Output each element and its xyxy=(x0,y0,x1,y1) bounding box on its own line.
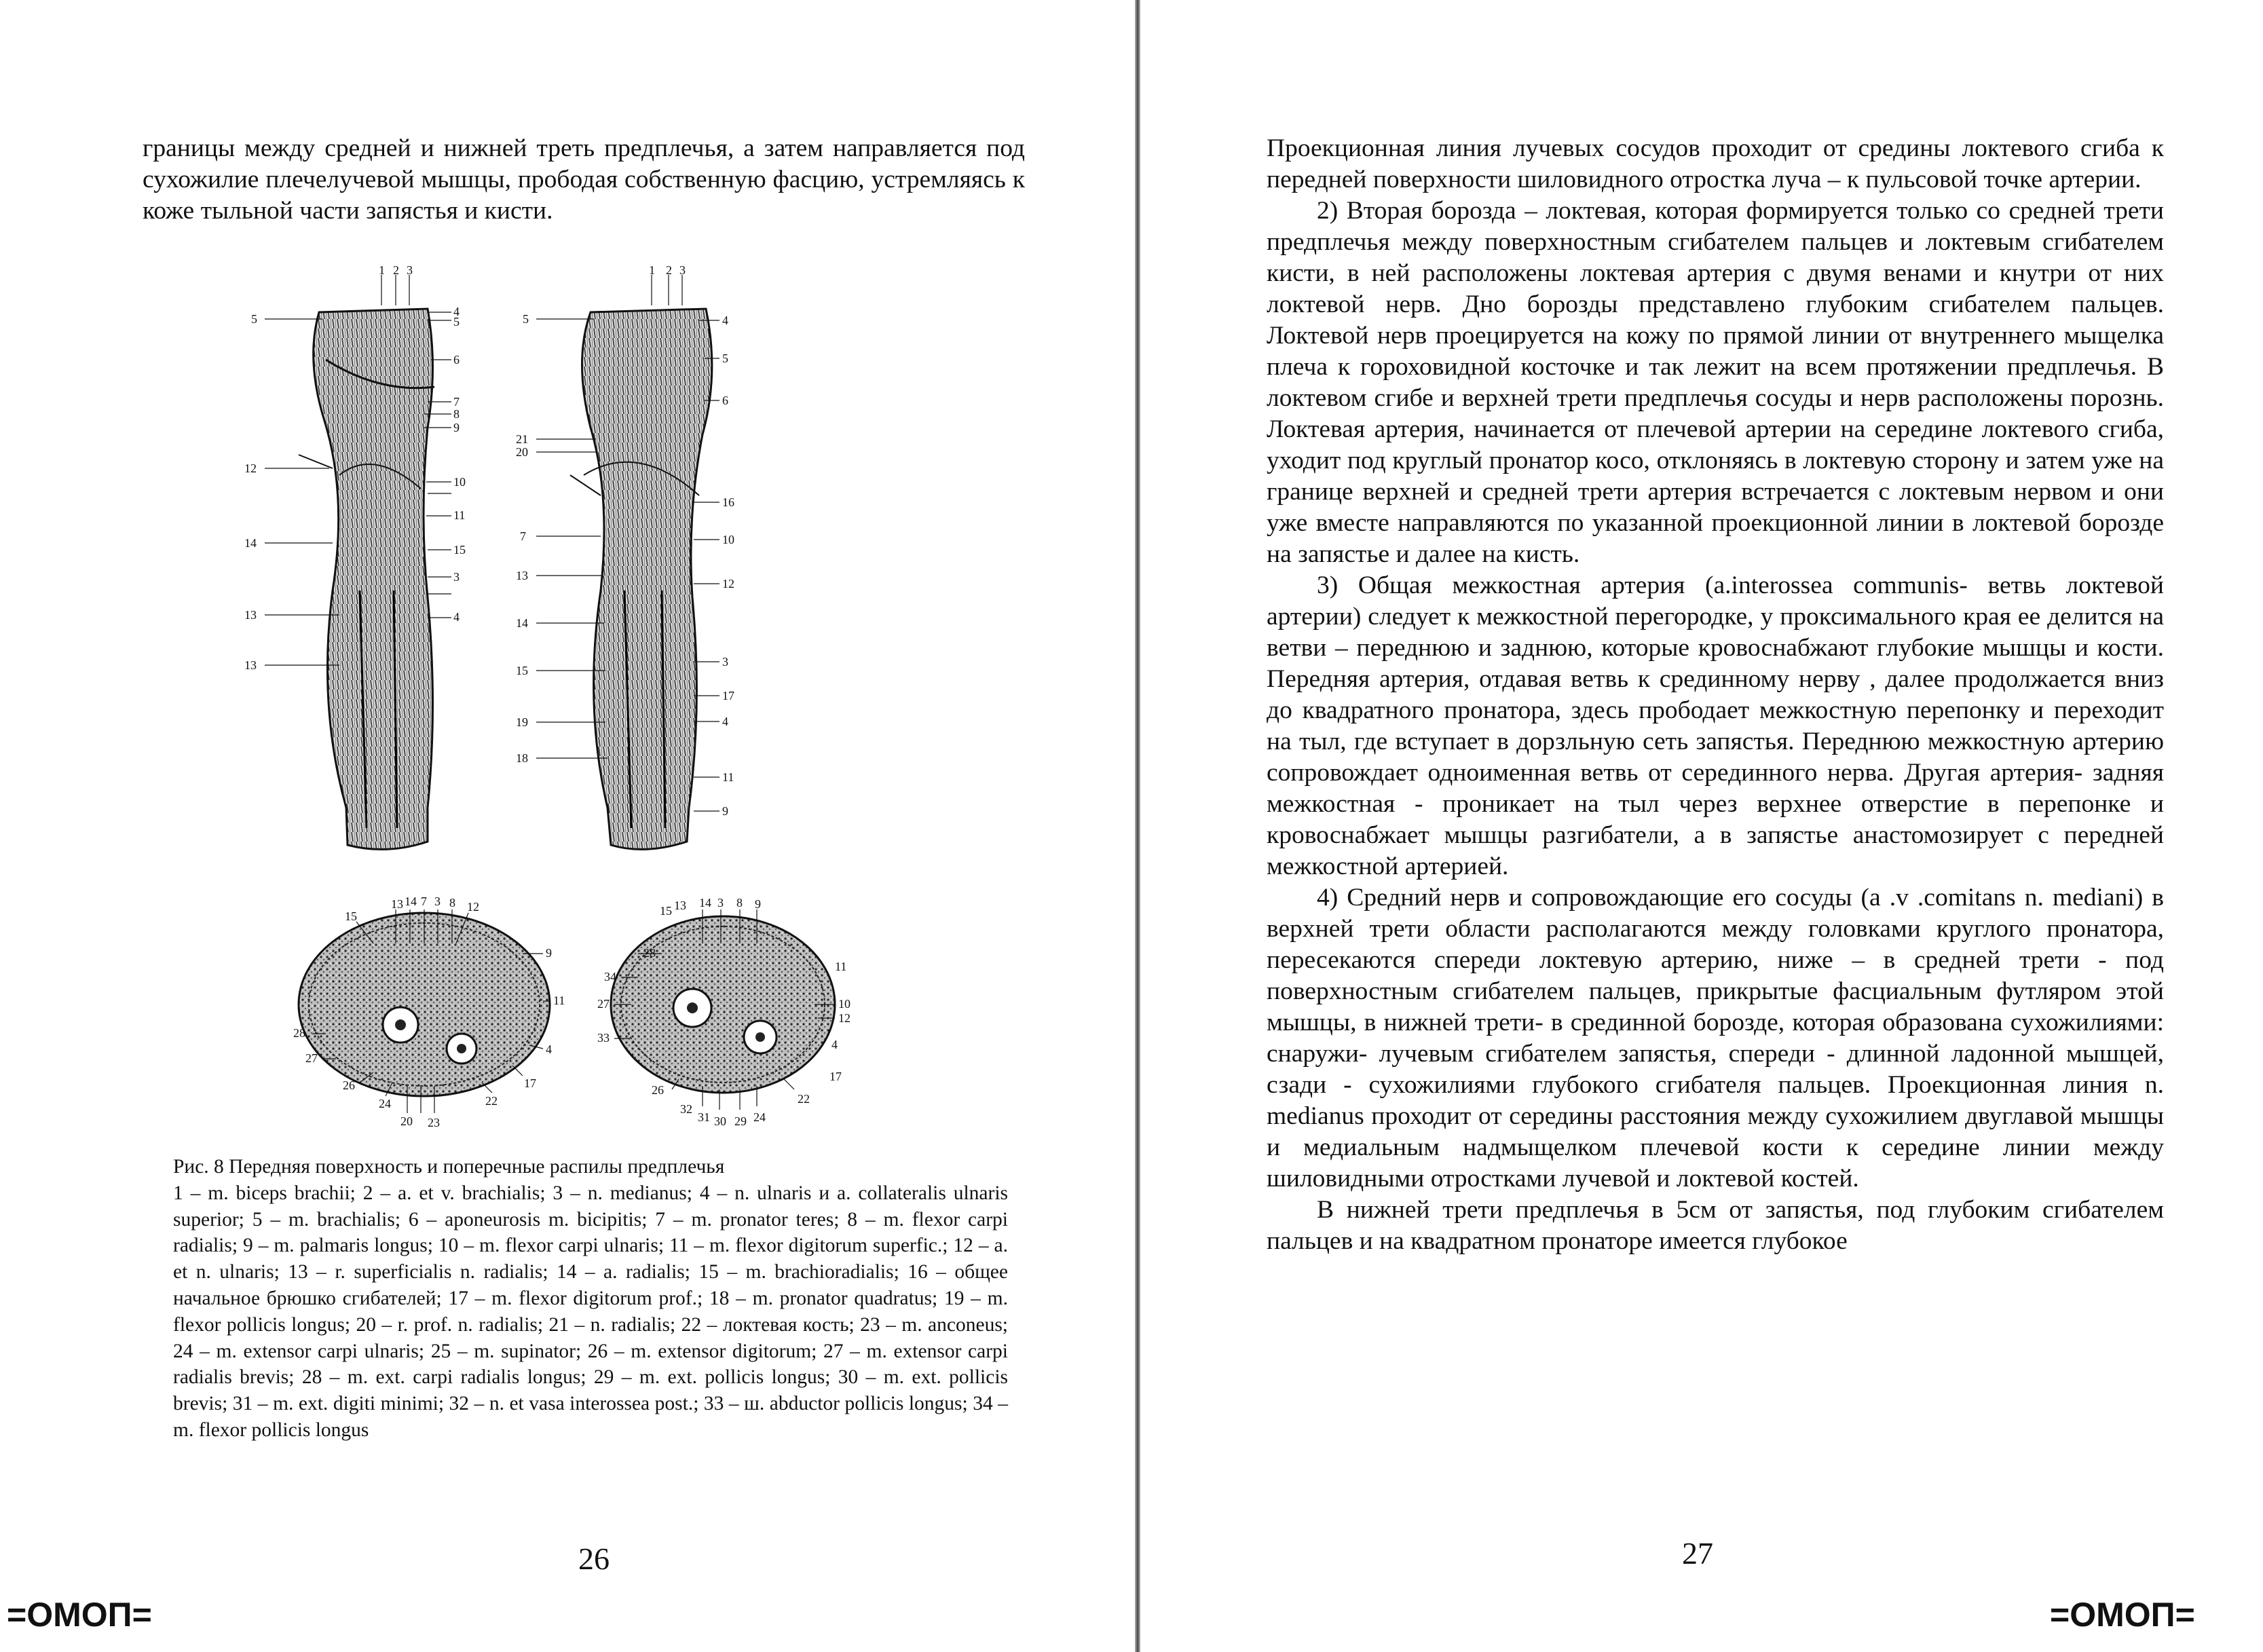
fig-label: 11 xyxy=(835,960,847,973)
fig-label: 3 xyxy=(407,263,413,277)
fig-label: 13 xyxy=(516,569,528,582)
fig-label: 4 xyxy=(722,314,728,327)
fig-label: 5 xyxy=(722,352,728,365)
fig-label: 8 xyxy=(453,407,460,421)
fig-label: 18 xyxy=(516,751,528,765)
fig-label: 12 xyxy=(722,577,734,590)
fig-label: 17 xyxy=(829,1070,842,1083)
fig-label: 5 xyxy=(251,312,257,326)
fig-label: 31 xyxy=(698,1110,710,1124)
fig-label: 6 xyxy=(453,353,460,367)
fig-label: 9 xyxy=(546,946,552,960)
fig-label: 14 xyxy=(699,896,711,909)
fig-label: 5 xyxy=(523,312,529,326)
fig-label: 17 xyxy=(524,1076,536,1090)
fig-label: 26 xyxy=(343,1078,355,1092)
fig-label: 9 xyxy=(453,421,460,434)
fig-label: 15 xyxy=(453,543,466,557)
forearm-anatomy-figure xyxy=(204,263,971,1147)
fig-label: 15 xyxy=(660,904,672,918)
fig-label: 6 xyxy=(722,394,728,407)
fig-label: 16 xyxy=(722,495,734,509)
fig-label: 19 xyxy=(516,715,528,729)
forearm-anterior-left-drawing xyxy=(244,263,466,849)
paragraph: В нижней трети предплечья в 5см от запястья, под глубоким сгибателем пальцев и на квадратном пронаторе имеется глубокое xyxy=(1267,1196,2164,1255)
fig-label: 10 xyxy=(722,533,734,546)
book-spine xyxy=(1135,0,1140,1652)
left-intro-text: границы между средней и нижней треть предплечья, а затем направляется под сухожилие плечелучевой мышцы, прободая собственную фасцию, устремляясь к коже тыльной части запястья и кисти. xyxy=(143,134,1025,225)
fig-label: 28 xyxy=(643,946,656,960)
fig-label: 9 xyxy=(755,897,761,911)
watermark-stamp-right: =ОМОП= xyxy=(2050,1596,2195,1634)
fig-label: 27 xyxy=(597,997,610,1011)
fig-label: 12 xyxy=(244,462,257,475)
fig-label: 7 xyxy=(421,895,427,908)
fig-label: 3 xyxy=(679,263,686,277)
fig-label: 10 xyxy=(838,997,850,1011)
fig-label: 12 xyxy=(467,900,479,914)
page-number-left: 26 xyxy=(578,1541,610,1576)
fig-label: 4 xyxy=(453,305,460,318)
fig-label: 21 xyxy=(516,432,528,446)
fig-label: 10 xyxy=(453,475,466,489)
figure-caption xyxy=(173,1154,1008,1444)
cross-section-left-drawing xyxy=(293,895,565,1129)
fig-label: 24 xyxy=(379,1097,391,1110)
forearm-anterior-right-drawing xyxy=(516,263,734,849)
fig-label: 7 xyxy=(453,395,460,409)
cross-section-right-drawing xyxy=(597,896,850,1128)
fig-label: 29 xyxy=(734,1114,747,1128)
fig-label: 26 xyxy=(652,1083,664,1097)
fig-label: 22 xyxy=(485,1094,498,1108)
fig-label: 2 xyxy=(666,263,672,277)
fig-label: 20 xyxy=(516,445,528,459)
fig-label: 34 xyxy=(604,970,616,983)
fig-label: 28 xyxy=(293,1026,305,1040)
paragraph: 4) Средний нерв и сопровождающие его сосуды (a .v .comitans n. mediani) в верхней трети области располагаются между головками круглого пронатора, пересекаются спереди локтевую артерию, ниже – в средней трети - под поверхностным сгибателем пальцев, прикрытые фасциальным футляром этой мышцы, в нижней трети- в срединной борозде, которая образована сухожилиями: снаружи- лучевым сгибателем запястья, спереди - длинной ладонной мышцей, сзади - сухожилиями глубокого сгибателя пальцев. Проекционная линия n. medianus проходит от середины расстояния между сухожилием двуглавой мышцы и медиальным надмыщелком плечевой кости к середине линии между шиловидными отростками лучевой и локтевой костей. xyxy=(1267,884,2164,1193)
fig-label: 9 xyxy=(722,804,728,818)
fig-label: 11 xyxy=(722,770,734,784)
fig-label: 11 xyxy=(553,994,565,1007)
fig-label: 33 xyxy=(597,1031,610,1045)
fig-label: 30 xyxy=(714,1114,726,1128)
fig-label: 22 xyxy=(798,1092,810,1106)
fig-label: 32 xyxy=(680,1102,692,1116)
fig-label: 14 xyxy=(244,536,257,550)
fig-label: 20 xyxy=(400,1114,413,1128)
right-page xyxy=(1140,0,2263,1652)
fig-label: 5 xyxy=(453,315,460,328)
fig-label: 23 xyxy=(428,1116,440,1129)
fig-label: 13 xyxy=(244,608,257,622)
paragraph: 3) Общая межкостная артерия (a.interossea communis- ветвь локтевой артерии) следует к межкостной перегородке, у проксимального края ее делится на ветви – переднюю и заднюю, которые кровоснабжают глубокие мышцы и кости. Передняя артерия, отдавая ветвь к срединному нерву , далее продолжается вниз до квадратного пронатора, здесь прободает межкостную перепонку и переходит на тыл, где вступает в дорзльную сеть запястья. Переднюю межкостную артерию сопровождает одноименная ветвь от серединного нерва. Другая артерия- задняя межкостная - проникает на тыл через верхнее отверстие в перепонке и кровоснабжает мышцы разгибатели, а в запястье анастомозирует с передней межкостной артерией. xyxy=(1267,571,2164,880)
right-page-text xyxy=(1267,133,2164,1257)
fig-label: 2 xyxy=(393,263,399,277)
fig-label: 14 xyxy=(405,895,417,908)
fig-label: 4 xyxy=(722,715,728,728)
fig-label: 3 xyxy=(717,896,724,909)
fig-label: 15 xyxy=(516,664,528,677)
fig-label: 8 xyxy=(736,896,743,909)
fig-label: 8 xyxy=(449,896,455,909)
fig-label: 4 xyxy=(831,1038,838,1051)
paragraph: Проекционная линия лучевых сосудов проходит от средины локтевого сгиба к передней поверхности шиловидного отростка луча – к пульсовой точке артерии. xyxy=(1267,134,2164,193)
fig-label: 17 xyxy=(722,689,734,702)
fig-label: 15 xyxy=(345,909,357,923)
fig-label: 12 xyxy=(838,1011,850,1025)
fig-label: 3 xyxy=(722,655,728,669)
fig-label: 4 xyxy=(546,1043,552,1056)
fig-label: 3 xyxy=(453,570,460,584)
figure-caption-title: Рис. 8 Передняя поверхность и поперечные распилы предплечья xyxy=(173,1156,725,1178)
fig-label: 1 xyxy=(649,263,655,277)
fig-label: 14 xyxy=(516,616,528,630)
fig-label: 7 xyxy=(520,529,526,543)
paragraph: 2) Вторая борозда – локтевая, которая формируется только со средней трети предплечья между поверхностным сгибателем пальцев и локтевым сгибателем кисти, в ней расположены локтевая артерия с двумя венами и кнутри от них локтевой нерв. Дно борозды представлено глубоким сгибателем пальцев. Локтевой нерв проецируется на кожу по прямой линии от внутреннего мыщелка плеча к гороховидной косточке и так лежит на всем протяжении предплечья. В локтевом сгибе и верхней трети предплечья сосуды и нерв расположены порознь. Локтевая артерия, начинается от плечевой артерии на середине локтевого сгиба, уходит под круглый пронатор косо, отклоняясь в локтевую сторону и затем уже на границе верхней и средней трети артерия встречается с локтевым нервом и они уже вместе направляются по указанной проекционной линии в локтевой борозде на запястье и далее на кисть. xyxy=(1267,197,2164,568)
page-number-right: 27 xyxy=(1682,1536,1713,1571)
fig-label: 4 xyxy=(453,610,460,624)
watermark-stamp-left: =ОМОП= xyxy=(7,1596,152,1634)
fig-label: 11 xyxy=(453,508,466,522)
figure-caption-legend: 1 – m. biceps brachii; 2 – a. et v. brachialis; 3 – n. medianus; 4 – n. ulnaris и a. collateralis ulnaris superior; 5 – m. brachialis; 6 – aponeurosis m. bicipitis; 7 – m. pronator teres; 8 – m. flexor carpi radialis; 9 – m. palmaris longus; 10 – m. flexor carpi ulnaris; 11 – m. flexor digitorum superfic.; 12 – a. et n. ulnaris; 13 – r. superficialis n. radialis; 14 – a. radialis; 15 – m. brachioradialis; 16 – общее начальное брюшко сгибателей; 17 – m. flexor digitorum prof.; 18 – m. pronator quadratus; 19 – m. flexor pollicis longus; 20 – r. prof. n. radialis; 21 – n. radialis; 22 – локтевая кость; 23 – m. anconeus; 24 – m. extensor carpi ulnaris; 25 – m. supinator; 26 – m. extensor digitorum; 27 – m. extensor carpi radialis brevis; 28 – m. ext. carpi radialis longus; 29 – m. ext. pollicis longus; 30 – m. ext. pollicis brevis; 31 – m. ext. digiti minimi; 32 – n. et vasa interossea post.; 33 – ш. abductor pollicis longus; 34 – m. flexor pollicis longus xyxy=(173,1182,1008,1441)
fig-label: 1 xyxy=(379,263,385,277)
fig-label: 13 xyxy=(244,658,257,672)
fig-label: 13 xyxy=(391,897,403,911)
fig-label: 13 xyxy=(674,899,686,912)
fig-label: 24 xyxy=(753,1110,766,1124)
fig-label: 3 xyxy=(434,895,441,908)
fig-label: 27 xyxy=(305,1051,318,1065)
